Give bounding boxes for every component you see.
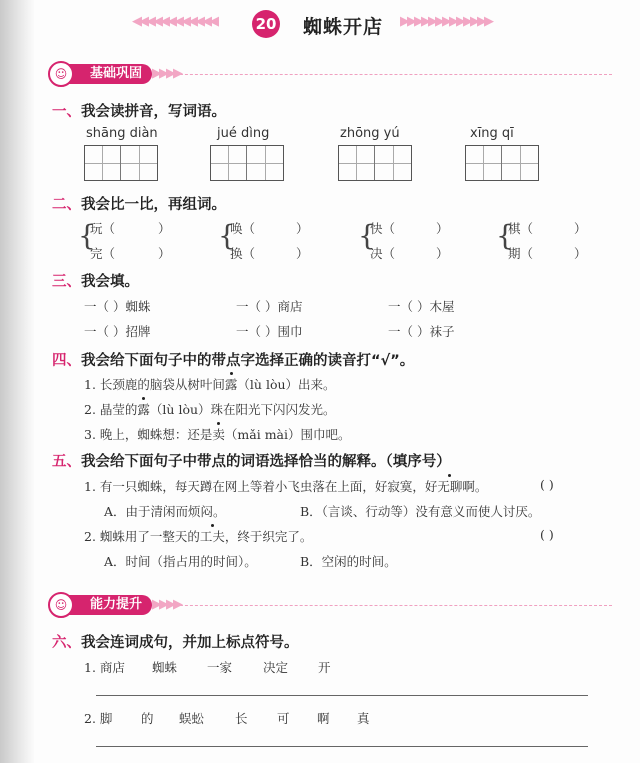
writing-grid-3[interactable] (338, 145, 412, 181)
answer-line-1[interactable] (96, 695, 588, 696)
word-chip: 的 (141, 711, 154, 726)
compare-close: ） (574, 221, 587, 236)
sentence-end: ，终于织完了。 (224, 529, 313, 544)
word-chip: 啊 (317, 711, 330, 726)
compare-close: ） (296, 221, 309, 236)
word-chip: 蜘蛛 (152, 660, 178, 675)
header-arrows-right: ▶▶▶▶▶▶▶▶▶▶▶▶▶ (400, 14, 491, 29)
word-chip: 决定 (263, 660, 289, 675)
q6-text: 我会连词成句，并加上标点符号。 (81, 635, 299, 651)
writing-grid-4[interactable] (465, 145, 539, 181)
q5-text: 我会给下面句子中带点的词语选择恰当的解释。（填序号） (81, 454, 451, 470)
answer-paren-2: ( ) (540, 527, 554, 542)
word-chip: 蜈蚣 (179, 711, 205, 726)
compare-close: ） (158, 246, 171, 261)
brace-4: { (496, 219, 514, 252)
word-chip: 长 (235, 711, 248, 726)
q2-text: 我会比一比，再组词。 (81, 197, 226, 213)
student-icon: ☺ (48, 592, 74, 618)
fill-item: 一（ ）袜子 (388, 324, 455, 339)
q4-text: 我会给下面句子中的带点字选择正确的读音打“√”。 (81, 353, 415, 369)
brace-3: { (358, 219, 376, 252)
q2-number: 二、 (52, 197, 81, 213)
pinyin-2: jué dìng (217, 126, 270, 141)
q2-heading (52, 193, 226, 214)
sentence-text: 1. 有一只蜘蛛，每天蹲在网上等着小飞虫落在上面，好寂寞，好 (84, 479, 438, 494)
compare-2-bottom: 换（ (230, 246, 256, 261)
reading-text: 2. 晶莹的 (84, 402, 138, 417)
sentence-text: 2. 蜘蛛用了一整天的 (84, 529, 200, 544)
q6-heading (52, 631, 299, 652)
option-b-1: B．（言谈、行动等）没有意义而使人讨厌。 (300, 504, 541, 519)
compare-close: ） (296, 246, 309, 261)
word-chip: 一家 (207, 660, 233, 675)
q1-heading (52, 100, 226, 121)
section-tag-advanced: 能力提升 (64, 595, 152, 615)
q4-heading (52, 349, 414, 370)
page-binding-shadow (0, 0, 34, 763)
reading-line-1 (84, 375, 336, 393)
word-chip: 2. 脚 (84, 711, 113, 726)
section-divider (150, 605, 612, 606)
compare-4-bottom: 期（ (508, 246, 534, 261)
q5-number: 五、 (52, 454, 81, 470)
reading-options: （lù lòu）珠在阳光下闪闪发光。 (149, 402, 336, 417)
compare-close: ） (158, 221, 171, 236)
q1-number: 一、 (52, 104, 81, 120)
compare-1-bottom: 完（ (90, 246, 116, 261)
option-a-2: A．时间（指占用的时间）。 (104, 554, 257, 569)
reading-options: （mǎi mài）围巾吧。 (224, 427, 351, 442)
section-tag-basic: 基础巩固 (64, 64, 152, 84)
word-chip: 可 (277, 711, 290, 726)
reading-options: （lù lòu）出来。 (237, 377, 336, 392)
compare-4-top: 棋（ (508, 221, 534, 236)
q4-number: 四、 (52, 353, 81, 369)
student-icon: ☺ (48, 61, 74, 87)
word-chip: 1. 商店 (84, 660, 125, 675)
q5-sentence-1 (84, 477, 487, 495)
dotted-char: 露 (224, 377, 238, 392)
pinyin-1: shāng diàn (86, 126, 158, 141)
brace-1: { (78, 219, 96, 252)
writing-grid-1[interactable] (84, 145, 158, 181)
brace-2: { (218, 219, 236, 252)
dotted-word: 无聊 (437, 479, 463, 494)
pinyin-4: xīng qī (470, 126, 514, 141)
fill-item: 一（ ）木屋 (388, 299, 455, 314)
dotted-char: 露 (137, 402, 150, 417)
compare-3-top: 快（ (370, 221, 396, 236)
pinyin-3: zhōng yú (340, 126, 400, 141)
section-tag-arrows: ▶▶▶▶ (152, 597, 180, 612)
answer-paren-1: ( ) (540, 477, 554, 492)
answer-line-2[interactable] (96, 746, 588, 747)
fill-item: 一（ ）蜘蛛 (84, 299, 151, 314)
fill-item: 一（ ）招牌 (84, 324, 151, 339)
reading-text: 3. 晚上，蜘蛛想：还是 (84, 427, 213, 442)
fill-item: 一（ ）围巾 (236, 324, 303, 339)
reading-line-3 (84, 425, 351, 443)
fill-item: 一（ ）商店 (236, 299, 303, 314)
option-a-1: A．由于清闲而烦闷。 (104, 504, 226, 519)
compare-1-top: 玩（ (90, 221, 116, 236)
q6-number: 六、 (52, 635, 81, 651)
header-arrows-left: ◀◀◀◀◀◀◀◀◀◀◀◀ (132, 14, 216, 29)
compare-close: ） (436, 221, 449, 236)
lesson-number-badge: 20 (252, 10, 280, 38)
section-divider (150, 74, 612, 75)
compare-close: ） (436, 246, 449, 261)
q1-text: 我会读拼音，写词语。 (81, 104, 226, 120)
section-tag-arrows: ▶▶▶▶ (152, 66, 180, 81)
q3-text: 我会填。 (81, 274, 139, 290)
compare-3-bottom: 决（ (370, 246, 396, 261)
dotted-char: 卖 (212, 427, 225, 442)
dotted-word: 工夫 (199, 529, 225, 544)
q5-sentence-2 (84, 527, 312, 545)
q3-heading (52, 270, 139, 291)
writing-grid-2[interactable] (210, 145, 284, 181)
compare-2-top: 唤（ (230, 221, 256, 236)
option-b-2: B．空闲的时间。 (300, 554, 397, 569)
sentence-end: 啊。 (462, 479, 488, 494)
q5-heading (52, 450, 451, 471)
compare-close: ） (574, 246, 587, 261)
page-title: 蜘蛛开店 (303, 16, 384, 38)
word-chip: 真 (357, 711, 370, 726)
word-chip: 开 (318, 660, 331, 675)
reading-text: 1. 长颈鹿的脑袋从树叶间 (84, 377, 225, 392)
q3-number: 三、 (52, 274, 81, 290)
reading-line-2 (84, 400, 336, 418)
